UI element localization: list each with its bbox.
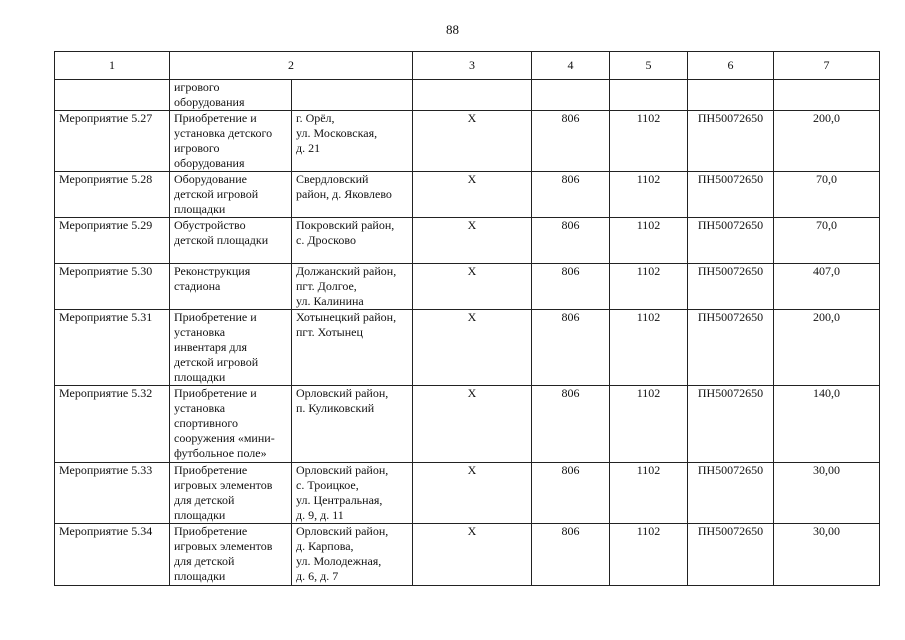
cell-col4: 806 (532, 386, 610, 463)
column-header: 1 (55, 52, 170, 80)
cell-col6 (688, 80, 774, 111)
cell-col3: Х (413, 111, 532, 172)
cell-col3: Х (413, 264, 532, 310)
cell-location: Орловский район, д. Карпова, ул. Молодежная, д. 6, д. 7 (292, 524, 413, 586)
cell-col6: ПН50072650 (688, 310, 774, 386)
cell-name: Приобретение и установка спортивного сооружения «мини- футбольное поле» (170, 386, 292, 463)
cell-location: Свердловский район, д. Яковлево (292, 172, 413, 218)
column-header: 3 (413, 52, 532, 80)
cell-col7: 70,0 (774, 172, 880, 218)
cell-col6: ПН50072650 (688, 264, 774, 310)
cell-name: Реконструкция стадиона (170, 264, 292, 310)
cell-id (55, 80, 170, 111)
table-row (55, 80, 880, 111)
cell-col3: Х (413, 172, 532, 218)
table-row (55, 386, 880, 463)
table-row (55, 264, 880, 310)
cell-location: Орловский район, п. Куликовский (292, 386, 413, 463)
cell-location: Покровский район, с. Дросково (292, 218, 413, 264)
cell-col4 (532, 80, 610, 111)
column-header: 4 (532, 52, 610, 80)
cell-id: Мероприятие 5.28 (55, 172, 170, 218)
cell-col7: 70,0 (774, 218, 880, 264)
cell-col6: ПН50072650 (688, 111, 774, 172)
cell-id: Мероприятие 5.33 (55, 463, 170, 524)
cell-name: Приобретение и установка детского игрового оборудования (170, 111, 292, 172)
cell-col5: 1102 (610, 524, 688, 586)
cell-col4: 806 (532, 264, 610, 310)
cell-name: игрового оборудования (170, 80, 292, 111)
table-row (55, 310, 880, 386)
cell-col7 (774, 80, 880, 111)
cell-col3: Х (413, 310, 532, 386)
column-header: 2 (170, 52, 413, 80)
cell-id: Мероприятие 5.34 (55, 524, 170, 586)
header-row (55, 52, 880, 80)
cell-col5: 1102 (610, 264, 688, 310)
cell-id: Мероприятие 5.29 (55, 218, 170, 264)
column-header: 5 (610, 52, 688, 80)
cell-col5: 1102 (610, 463, 688, 524)
cell-col3: Х (413, 386, 532, 463)
cell-col6: ПН50072650 (688, 386, 774, 463)
cell-col3: Х (413, 463, 532, 524)
table-row (55, 524, 880, 586)
cell-col7: 140,0 (774, 386, 880, 463)
cell-name: Приобретение игровых элементов для детской площадки (170, 463, 292, 524)
table-row (55, 172, 880, 218)
cell-id: Мероприятие 5.30 (55, 264, 170, 310)
cell-col7: 200,0 (774, 111, 880, 172)
column-header: 6 (688, 52, 774, 80)
cell-id: Мероприятие 5.27 (55, 111, 170, 172)
cell-col4: 806 (532, 310, 610, 386)
cell-col4: 806 (532, 524, 610, 586)
cell-name: Обустройство детской площадки (170, 218, 292, 264)
cell-col5: 1102 (610, 218, 688, 264)
cell-col4: 806 (532, 111, 610, 172)
cell-col4: 806 (532, 172, 610, 218)
cell-location (292, 80, 413, 111)
cell-col6: ПН50072650 (688, 463, 774, 524)
cell-location: Хотынецкий район, пгт. Хотынец (292, 310, 413, 386)
budget-table (54, 51, 880, 586)
cell-col3: Х (413, 218, 532, 264)
table-row (55, 218, 880, 264)
cell-name: Приобретение и установка инвентаря для детской игровой площадки (170, 310, 292, 386)
cell-col7: 30,00 (774, 463, 880, 524)
cell-col6: ПН50072650 (688, 218, 774, 264)
column-header: 7 (774, 52, 880, 80)
page-number: 88 (446, 22, 459, 37)
cell-col7: 30,00 (774, 524, 880, 586)
cell-col7: 200,0 (774, 310, 880, 386)
cell-location: г. Орёл, ул. Московская, д. 21 (292, 111, 413, 172)
cell-col5: 1102 (610, 386, 688, 463)
cell-col6: ПН50072650 (688, 524, 774, 586)
cell-id: Мероприятие 5.31 (55, 310, 170, 386)
table-row (55, 111, 880, 172)
cell-col5: 1102 (610, 111, 688, 172)
cell-col4: 806 (532, 218, 610, 264)
cell-col5: 1102 (610, 310, 688, 386)
cell-col3 (413, 80, 532, 111)
cell-name: Приобретение игровых элементов для детской площадки (170, 524, 292, 586)
cell-id: Мероприятие 5.32 (55, 386, 170, 463)
table-row (55, 463, 880, 524)
cell-col5: 1102 (610, 172, 688, 218)
cell-col4: 806 (532, 463, 610, 524)
cell-name: Оборудование детской игровой площадки (170, 172, 292, 218)
cell-col5 (610, 80, 688, 111)
cell-col6: ПН50072650 (688, 172, 774, 218)
cell-col3: Х (413, 524, 532, 586)
cell-col7: 407,0 (774, 264, 880, 310)
cell-location: Орловский район, с. Троицкое, ул. Центральная, д. 9, д. 11 (292, 463, 413, 524)
cell-location: Должанский район, пгт. Долгое, ул. Калинина (292, 264, 413, 310)
